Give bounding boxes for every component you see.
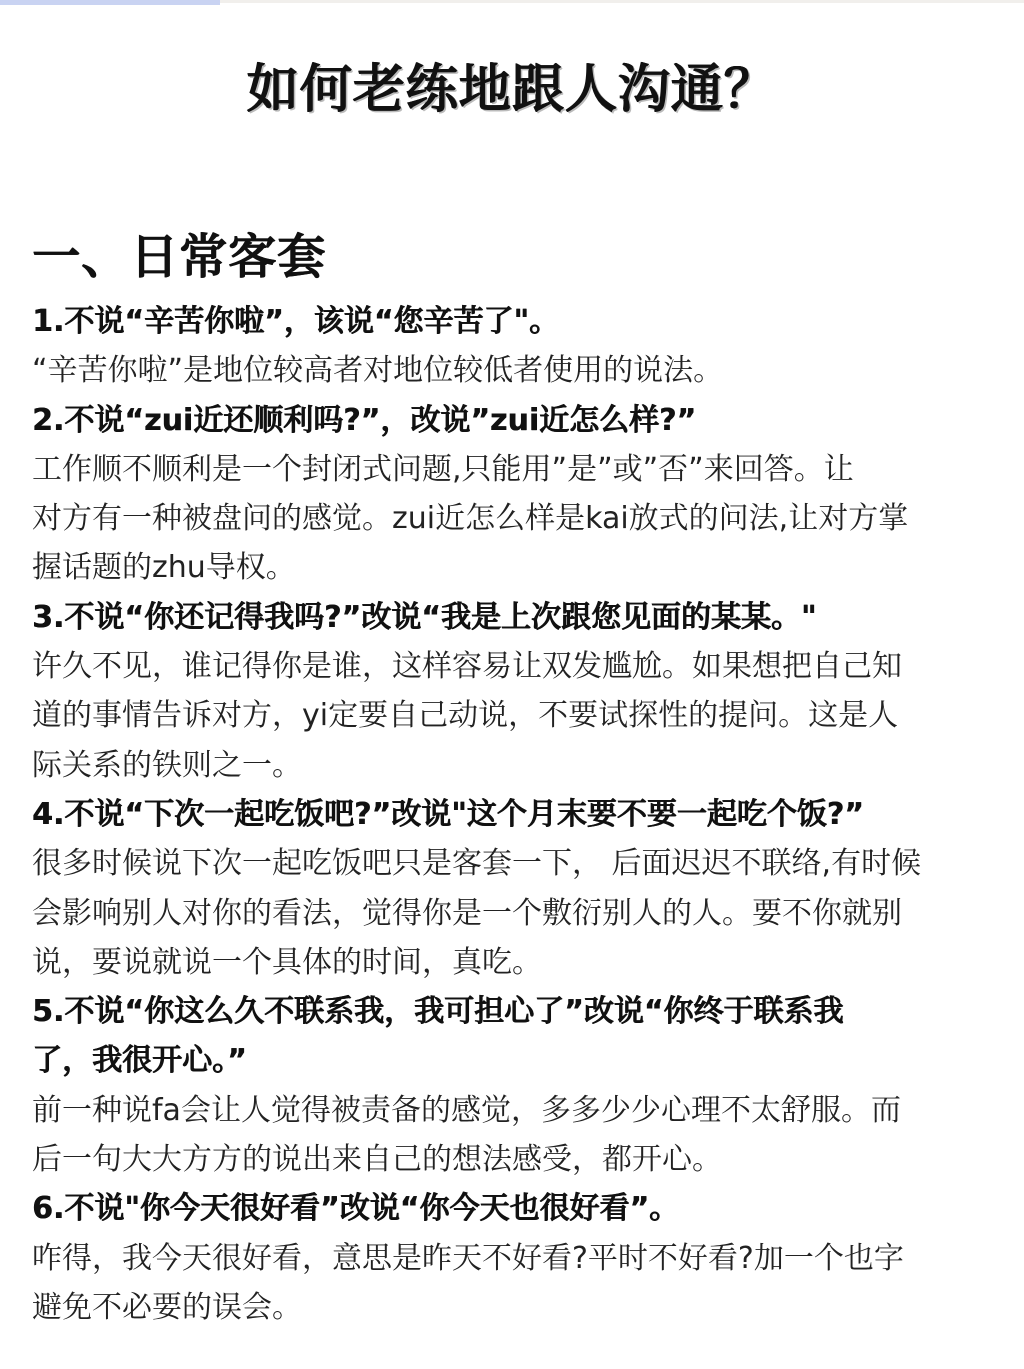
tip-3-body-line: 道的事情告诉对方，yi定要自己动说，不要试探性的提问。这是人 — [32, 698, 899, 734]
tip-4-body-line: 说，要说就说一个具体的时间，真吃。 — [32, 944, 542, 980]
tip-5-title: 5.不说“你这么久不联系我，我可担心了”改说“你终于联系我 — [32, 994, 844, 1030]
tip-item-5 — [32, 987, 1000, 1184]
tip-item-2 — [32, 396, 1000, 593]
section-heading: 一、日常客套 — [32, 229, 327, 285]
tip-3-title: 3.不说“你还记得我吗?”改说“我是上次跟您见面的某某。" — [32, 599, 817, 635]
tips-list — [32, 297, 1000, 1332]
tip-item-6 — [32, 1184, 1000, 1332]
tip-2-title: 2.不说“zui近还顺利吗?”，改说”zui近怎么样?” — [32, 402, 697, 438]
tip-4-body-line: 会影响别人对你的看法，觉得你是一个敷衍别人的人。要不你就别 — [32, 895, 902, 931]
tip-2-body-line: 工作顺不顺利是一个封闭式问题,只能用”是”或”否”来回答。让 — [32, 451, 854, 487]
tip-1-body-line: “辛苦你啦”是地位较高者对地位较低者使用的说法。 — [32, 353, 724, 389]
tip-1-title: 1.不说“辛苦你啦”，该说“您辛苦了"。 — [32, 304, 560, 339]
tip-2-body-line: 对方有一种被盘问的感觉。zui近怎么样是kai放式的问法,让对方掌 — [32, 501, 909, 537]
tip-3-body-line: 许久不见，谁记得你是谁，这样容易让双发尴尬。如果想把自己知 — [32, 649, 902, 685]
top-divider — [220, 0, 1024, 3]
tip-item-3 — [32, 593, 1000, 790]
page-title: 如何老练地跟人沟通？ — [246, 60, 777, 120]
tip-5-title: 了，我很开心。” — [32, 1043, 247, 1079]
tip-item-1 — [32, 297, 1000, 396]
tip-5-body-line: 前一种说fa会让人觉得被责备的感觉，多多少少心理不太舒服。而 — [32, 1092, 901, 1128]
tip-2-body-line: 握话题的zhu导权。 — [32, 550, 296, 586]
tip-item-4 — [32, 790, 1000, 987]
tip-6-body-line: 避免不必要的误会。 — [32, 1289, 302, 1325]
top-accent-bar — [0, 0, 220, 5]
tip-6-body-line: 咋得，我今天很好看，意思是昨天不好看?平时不好看?加一个也字 — [32, 1240, 904, 1276]
tip-6-title: 6.不说"你今天很好看”改说“你今天也很好看”。 — [32, 1191, 680, 1227]
tip-3-body-line: 际关系的铁则之一。 — [32, 747, 302, 783]
tip-4-title: 4.不说“下次一起吃饭吧?”改说"这个月末要不要一起吃个饭?” — [32, 796, 864, 832]
tip-4-body-line: 很多时候说下次一起吃饭吧只是客套一下， 后面迟迟不联络,有时候 — [32, 846, 922, 882]
tip-5-body-line: 后一句大大方方的说出来自己的想法感受，都开心。 — [32, 1142, 722, 1178]
